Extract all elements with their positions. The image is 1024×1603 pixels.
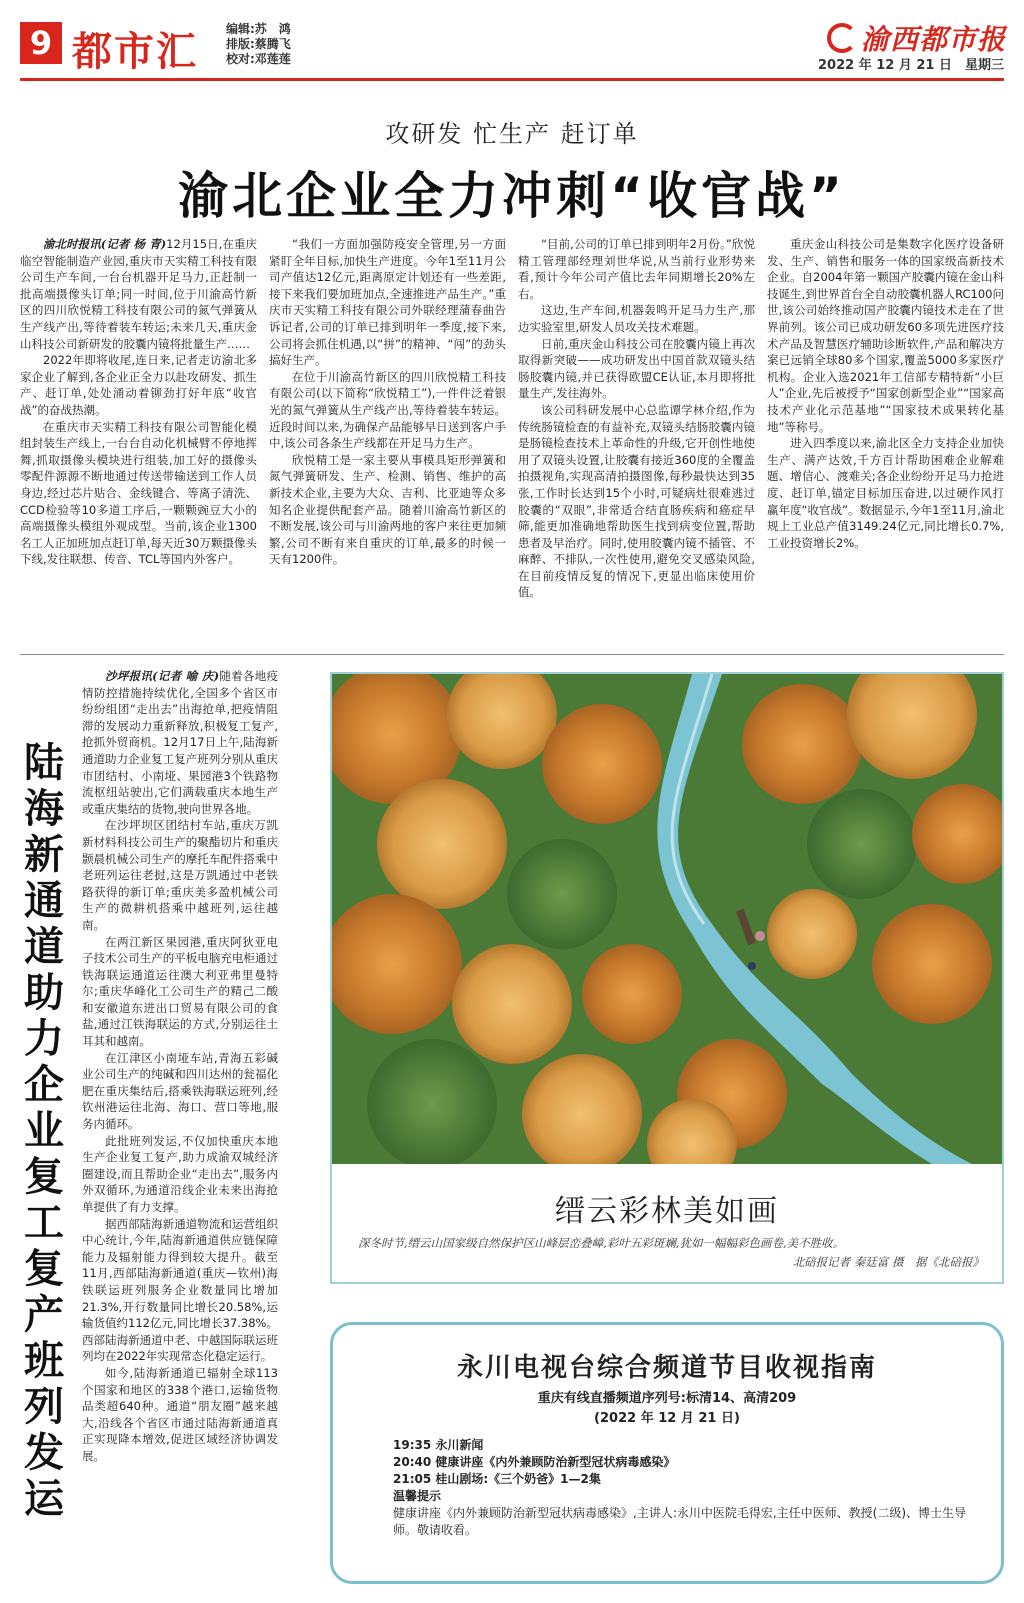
article-paragraph: 2022年即将收尾,连日来,记者走访渝北多家企业了解到,各企业正全力以赴攻研发、抓生产、赶订单,处处涌动着铆劲打好年底“收官战”的奋战热潮。 bbox=[20, 353, 257, 417]
article-paragraph: “我们一方面加强防疫安全管理,另一方面紧盯全年目标,加快生产进度。今年1至11月公司产值达12亿元,距离原定计划还有一些差距,接下来我们要加班加点,全速推进产品生产。”重庆市天实精工科技有限公司外联经理蒲春曲告诉记者,公司的订单已排到明年一季度,接下来,公司将会抓住机遇,以“拼”的精神、“闯”的劲头搞好生产。 bbox=[269, 237, 506, 368]
article-paragraph: 在沙坪坝区团结村车站,重庆万凯新材料科技公司生产的聚酯切片和重庆颢晨机械公司生产的摩托车配件搭乘中老班列运往老挝,这是万凯通过中老铁路获得的新订单;重庆美多盈机械公司生产的微耕机搭乘中越班列,运往越南。 bbox=[82, 818, 278, 932]
editor-credits bbox=[226, 22, 291, 67]
tv-program-item: 19:35 永川新闻 bbox=[393, 1438, 484, 1452]
tv-channel-info: 重庆有线直播频道序列号:标清14、高清209 bbox=[537, 1391, 797, 1406]
article-paragraph: 进入四季度以来,渝北区全力支持企业加快生产、满产达效,千方百计帮助困难企业解难题、增信心、渡难关;各企业纷纷开足马力抢进度、赶订单,锚定目标加压奋进,以过硬作风打赢年度“收官战”。数据显示,今年1至11月,渝北规上工业总产值3149.24亿元,同比增长0.7%,工业投资增长2%。 bbox=[767, 436, 1004, 550]
tv-tip-label: 温馨提示 bbox=[393, 1489, 442, 1503]
photo-feature bbox=[330, 672, 1004, 1284]
forest-aerial-photo bbox=[332, 674, 1002, 1164]
layout-line: 排版:蔡腾飞 bbox=[226, 37, 291, 51]
tv-guide-title: 永川电视台综合频道节目收视指南 bbox=[456, 1353, 877, 1383]
vertical-headline-char: 发 bbox=[24, 1430, 64, 1476]
vertical-headline-char: 列 bbox=[24, 1384, 64, 1430]
vertical-headline-char: 助 bbox=[24, 970, 64, 1016]
article-byline: 渝北时报讯(记者 杨 青) bbox=[43, 237, 167, 251]
editor-line: 编辑:苏 鸿 bbox=[226, 22, 291, 36]
tv-program-item: 21:05 桂山剧场:《三个奶爸》1—2集 bbox=[393, 1472, 601, 1486]
header-rule bbox=[20, 78, 1004, 81]
article-paragraph: 据西部陆海新通道物流和运营组织中心统计,今年,陆海新通道供应链保障能力及辐射能力得到较大提升。截至11月,西部陆海新通道(重庆—钦州)海铁联运班列服务企业数量同比增加21.3%,开行数量同比增长20.58%,运输货值约112亿元,同比增长37.38%。西部陆海新通道中老、中越国际联运班列均在2022年实现常态化稳定运行。 bbox=[82, 1216, 278, 1364]
vertical-headline-char: 通 bbox=[24, 878, 64, 924]
page-number: 9 bbox=[20, 22, 62, 64]
article-paragraph: 该公司科研发展中心总监谭学林介绍,作为传统肠镜检查的有益补充,双镜头结肠胶囊内镜是肠镜检查技术上革命性的升级,它开创性地使用了双镜头设置,让胶囊有接近360度的全覆盖拍摄视角,实现高清拍摄图像,每秒最快达到35张,工作时长达到15个小时,可疑病灶很难逃过胶囊的“双眼”,非常适合结直肠疾病和癌症早筛,能更加准确地帮助医生找到病变位置,帮助患者及早治疗。同时,使用胶囊内镜不插管、不麻醉、不排队,一次性使用,避免交叉感染风险,在目前疫情反复的情况下,更显出临床使用价值。 bbox=[518, 402, 755, 600]
article-paragraph: 日前,重庆金山科技公司在胶囊内镜上再次取得新突破——成功研发出中国首款双镜头结肠胶囊内镜,并已获得欧盟CE认证,本月即将批量生产,发往海外。 bbox=[518, 336, 755, 401]
photo-credit: 北碚报记者 秦廷富 摄 据《北碚报》 bbox=[792, 1255, 984, 1269]
tv-guide-date: (2022 年 12 月 21 日) bbox=[594, 1411, 740, 1426]
article-paragraph: 这边,生产车间,机器轰鸣开足马力生产,那边实验室里,研发人员攻关技术难题。 bbox=[518, 303, 755, 334]
article-column bbox=[20, 236, 257, 644]
forest-aerial-illustration bbox=[332, 674, 1002, 1164]
masthead bbox=[0, 0, 1024, 88]
tv-guide-subtitle bbox=[333, 1389, 1001, 1429]
article-paragraph: 12月15日,在重庆临空智能制造产业园,重庆市天实精工科技有限公司生产车间,一台台机器开足马力,正赶制一批高端摄像头订单;同一时间,位于川渝高竹新区的四川欣悦精工科技有限公司的氮气弹簧从生产线产出,等待着装车转运;未来几天,重庆金山科技公司新研发的胶囊内镜将批量生产…… bbox=[20, 237, 257, 351]
vertical-headline-char: 企 bbox=[24, 1062, 64, 1108]
article-paragraph: 如今,陆海新通道已辐射全球113个国家和地区的338个港口,运输货物品类超640种。通道“朋友圈”越来越大,沿线各个省区市通过陆海新通道真正实现降本增效,促进区域经济协调发展。 bbox=[82, 1365, 278, 1463]
photo-title: 缙云彩林美如画 bbox=[555, 1194, 779, 1229]
vertical-headline-char: 新 bbox=[24, 832, 64, 878]
article-paragraph: 在位于川渝高竹新区的四川欣悦精工科技有限公司(以下简称“欣悦精工”),一件件泛着银光的氮气弹簧从生产线产出,等待着装车转运。近段时间以来,为确保产品能够早日送到客户手中,该公司各条生产线都在开足马力生产。 bbox=[269, 369, 506, 451]
article-kicker: 攻研发 忙生产 赶订单 bbox=[385, 120, 639, 148]
section-divider bbox=[20, 654, 1004, 655]
article-column bbox=[269, 236, 506, 644]
vertical-headline-char: 业 bbox=[24, 1108, 64, 1154]
vertical-headline-char: 运 bbox=[24, 1476, 64, 1522]
article-paragraph: 在重庆市天实精工科技有限公司智能化模组封装生产线上,一台台自动化机械臂不停地挥舞,抓取摄像头模块进行组装,加工好的摄像头零配件源源不断地通过传送带输送到工作人员身边,经过芯片贴合、金线键合、等离子清洗、CCD检验等10多道工序后,一颗颗豌豆大小的高端摄像头模组外观成型。当前,该企业1300名工人正加班加点赶订单,每天近30万颗摄像头下线,发往联想、传音、TCL等国内外客户。 bbox=[20, 419, 257, 567]
vertical-headline-char: 道 bbox=[24, 924, 64, 970]
vertical-headline-char: 海 bbox=[24, 786, 64, 832]
article-paragraph: 在江津区小南垭车站,青海五彩碱业公司生产的纯碱和四川达州的瓮福化肥在重庆集结后,搭乘铁海联运班列,经钦州港运往北海、海口、营口等地,服务内循环。 bbox=[82, 1050, 278, 1132]
vertical-headline-char: 复 bbox=[24, 1154, 64, 1200]
article-paragraph: “目前,公司的订单已排到明年2月份。”欣悦精工管理部经理刘世华说,从当前行业形势来看,预计今年公司产值比去年同期增长20%左右。 bbox=[518, 237, 755, 301]
vertical-headline-char: 复 bbox=[24, 1246, 64, 1292]
tv-guide-box bbox=[330, 1322, 1004, 1584]
newspaper-name: 渝西都市报 bbox=[860, 23, 1006, 56]
vertical-headline bbox=[20, 740, 68, 1522]
vertical-headline-char: 班 bbox=[24, 1338, 64, 1384]
issue-date: 2022 年 12 月 21 日 星期三 bbox=[818, 58, 1004, 73]
main-article-body bbox=[20, 236, 1004, 644]
tv-program-list bbox=[393, 1437, 973, 1539]
section-title: 都市汇 bbox=[72, 28, 198, 75]
vertical-headline-char: 产 bbox=[24, 1292, 64, 1338]
newspaper-logo bbox=[827, 18, 1006, 58]
vertical-headline-char: 工 bbox=[24, 1200, 64, 1246]
second-article-body bbox=[82, 668, 278, 1588]
tv-program-item: 20:40 健康讲座《内外兼顾防治新型冠状病毒感染》 bbox=[393, 1455, 676, 1469]
article-paragraph: 重庆金山科技公司是集数字化医疗设备研发、生产、销售和服务一体的国家级高新技术企业。自2004年第一颗国产胶囊内镜在金山科技诞生,到世界首台全自动胶囊机器人RC100问世,该公司始终推动国产胶囊内镜技术走在了世界前列。该公司已成功研发60多项先进医疗技术产品及智慧医疗辅助诊断软件,产品和解决方案已远销全球80多个国家,覆盖5000多家医疗机构。企业入选2021年工信部专精特新“小巨人”企业,先后被授予“国家创新型企业”“国家高技术产业化示范基地”“国家技术成果转化基地”等称号。 bbox=[767, 237, 1004, 434]
article-headline: 渝北企业全力冲刺“收官战” bbox=[178, 167, 846, 225]
article-paragraph: 随着各地疫情防控措施持续优化,全国多个省区市纷纷组团“走出去”出海抢单,把疫情阻滞的发展动力重新释放,积极复工复产,抢抓外贸商机。12月17日上午,陆海新通道助力企业复工复产班列分别从重庆市团结村、小南垭、果园港3个铁路物流枢纽站驶出,它们满载重庆本地生产或重庆集结的货物,驶向世界各地。 bbox=[82, 669, 278, 816]
article-paragraph: 欣悦精工是一家主要从事模具矩形弹簧和氮气弹簧研发、生产、检测、销售、维护的高新技术企业,主要为大众、吉利、比亚迪等众多知名企业提供配套产品。随着川渝高竹新区的不断发展,该公司与川渝两地的客户来往更加频繁,公司不断有来自重庆的订单,最多的时候一天有1200件。 bbox=[269, 452, 506, 567]
vertical-headline-char: 力 bbox=[24, 1016, 64, 1062]
proofread-line: 校对:邓莲莲 bbox=[226, 52, 291, 66]
vertical-headline-char: 陆 bbox=[24, 740, 64, 786]
article-column bbox=[518, 236, 755, 644]
photo-caption: 深冬时节,缙云山国家级自然保护区山峰层峦叠嶂,彩叶五彩斑斓,犹如一幅幅彩色画卷,美不胜收。 bbox=[358, 1236, 845, 1250]
article-paragraph: 此批班列发运,不仅加快重庆本地生产企业复工复产,助力成渝双城经济圈建设,而且帮助企业“走出去”,服务内外双循环,为通道沿线企业未来出海抢单提供了有力支撑。 bbox=[82, 1133, 278, 1214]
tv-tip-text: 健康讲座《内外兼顾防治新型冠状病毒感染》,主讲人:永川中医院毛得宏,主任中医师、教授(二级)、博士生导师。敬请收看。 bbox=[393, 1506, 967, 1537]
logo-swirl-icon bbox=[827, 23, 857, 53]
article-column bbox=[767, 236, 1004, 644]
second-article-byline: 沙坪报讯(记者 喻 庆) bbox=[105, 669, 220, 683]
article-paragraph: 在两江新区果园港,重庆阿狄亚电子技术公司生产的平板电脑充电柜通过铁海联运通道运往澳大利亚弗里曼特尔;重庆华峰化工公司生产的精己二酸和安徽道东进出口贸易有限公司的食盐,通过江铁海联运的方式,分别运往土耳其和越南。 bbox=[82, 934, 278, 1049]
